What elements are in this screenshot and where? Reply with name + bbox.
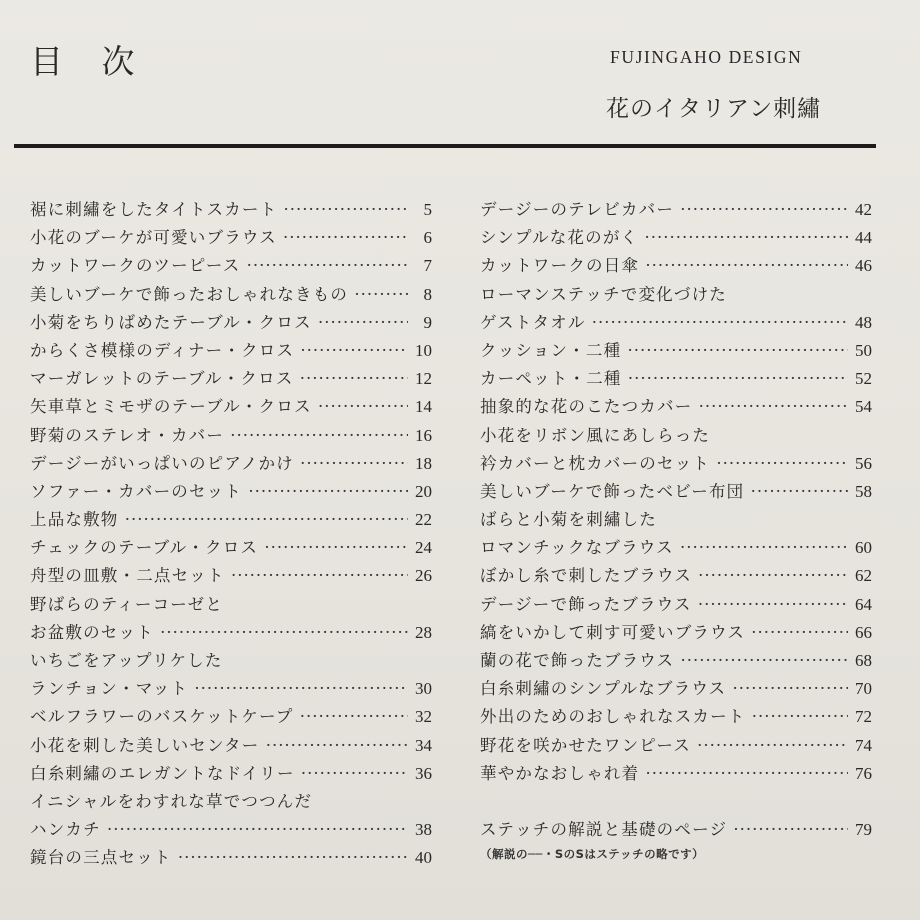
toc-entry-page: 24 [415,538,432,558]
toc-column-left [30,196,432,873]
toc-entry-title: 野花を咲かせたワンピース ····· [480,732,848,760]
toc-entry-title: カットワークのツーピース ····· [30,252,408,280]
toc-entry [30,365,432,393]
toc-entry-page: 16 [415,425,432,445]
toc-entry-page: 76 [855,763,872,783]
toc-entry-title: 縞をいかして刺す可愛いブラウス ····· [480,619,848,647]
toc-entry [30,816,432,844]
toc-entry-title: 裾に刺繡をしたタイトスカート ····· [30,196,408,224]
toc-entry-page: 9 [423,312,432,332]
toc-entry [30,281,432,309]
header-rule [14,144,876,148]
toc-entry [480,450,872,478]
toc-entry-title: イニシャルをわすれな草でつつんだ [30,791,313,811]
toc-entry-title: 野菊のステレオ・カバー ····· [30,422,408,450]
toc-entry-page: 54 [855,397,872,417]
toc-entry-page: 10 [415,340,432,360]
toc-entry [30,732,432,760]
toc-entry-title: ばらと小菊を刺繡した [480,510,657,530]
toc-entry-title: ゲストタオル ····· [480,309,848,337]
toc-entry-page: 44 [855,228,872,248]
toc-entry-title: 矢車草とミモザのテーブル・クロス ····· [30,393,408,421]
toc-entry-title: デージーがいっぱいのピアノかけ ····· [30,450,408,478]
toc-entry [30,562,432,590]
toc-entry-title: ベルフラワーのバスケットケープ ····· [30,703,408,731]
toc-entry-title: 小花のブーケが可愛いブラウス ····· [30,224,408,252]
toc-entry [30,450,432,478]
toc-entry-title: カットワークの日傘 ····· [480,252,848,280]
toc-entry-title: 美しいブーケで飾ったおしゃれなきもの ····· [30,281,408,309]
toc-entry-title: マーガレットのテーブル・クロス ····· [30,365,408,393]
toc-entry-title: ぼかし糸で刺したブラウス ····· [480,562,848,590]
toc-entry [30,422,432,450]
toc-entry [30,393,432,421]
toc-entry-page: 8 [423,284,432,304]
toc-entry-title: 野ばらのティーコーゼと [30,594,224,614]
toc-entry [30,196,432,224]
toc-entry-page: 48 [855,312,872,332]
toc-entry-page: 12 [415,369,432,389]
toc-entry-title: シンプルな花のがく ····· [480,224,848,252]
toc-entry-page: 22 [415,510,432,530]
toc-entry [480,703,872,731]
toc-entry [480,478,872,506]
toc-entry-title: デージーで飾ったブラウス ····· [480,591,848,619]
toc-entry-page: 70 [855,679,872,699]
toc-entry-title: 外出のためのおしゃれなスカート ····· [480,703,848,731]
toc-entry-page: 52 [855,369,872,389]
book-subtitle: 花のイタリアン刺繡 [606,96,822,122]
toc-entry-page: 30 [415,679,432,699]
toc-entry [480,422,872,450]
toc-entry-title: 上品な敷物 ····· [30,506,408,534]
toc-entry [30,788,432,816]
toc-entry-title: 小花を刺した美しいセンター ····· [30,732,408,760]
toc-entry-page: 20 [415,481,432,501]
toc-entry [480,196,872,224]
footnote: （解説の──・SのSはステッチの略です） [480,847,705,862]
toc-entry [30,647,432,675]
toc-entry-title: ロマンチックなブラウス ····· [480,534,848,562]
toc-entry-page: 72 [855,707,872,727]
toc-entry-page: 38 [415,820,432,840]
toc-entry [480,760,872,788]
toc-entry-title: からくさ模様のディナー・クロス ····· [30,337,408,365]
toc-entry [30,844,432,872]
toc-entry [30,506,432,534]
toc-entry [480,816,872,844]
toc-entry [30,760,432,788]
toc-entry-page: 56 [855,453,872,473]
toc-entry [480,309,872,337]
toc-entry [30,252,432,280]
toc-entry [480,281,872,309]
toc-entry [480,675,872,703]
toc-entry [480,365,872,393]
toc-entry-title: ステッチの解説と基礎のページ ····· [480,816,848,844]
toc-entry-page: 60 [855,538,872,558]
toc-entry-page: 62 [855,566,872,586]
toc-entry-title: デージーのテレビカバー ····· [480,196,848,224]
toc-entry-title: 小菊をちりばめたテーブル・クロス ····· [30,309,408,337]
toc-entry-page: 40 [415,848,432,868]
toc-entry-page: 18 [415,453,432,473]
toc-entry-page: 5 [423,200,432,219]
toc-entry-title: いちごをアップリケした [30,651,223,670]
toc-entry-page: 64 [855,594,872,614]
toc-entry [30,675,432,703]
toc-entry-page: 50 [855,340,872,360]
toc-entry-title: 舟型の皿敷・二点セット ····· [30,562,408,590]
toc-entry-page: 79 [855,819,872,839]
toc-entry-title: 抽象的な花のこたつカバー ····· [480,393,848,421]
toc-entry-page: 26 [415,566,432,586]
brand-name: FUJINGAHO DESIGN [610,47,803,67]
toc-entry [30,591,432,619]
toc-entry [480,647,872,675]
toc-entry-title: 蘭の花で飾ったブラウス ····· [480,647,848,675]
toc-entry-title: 白糸刺繡のシンプルなブラウス ····· [480,675,848,703]
toc-entry-page: 6 [423,228,432,248]
toc-entry-page: 36 [415,763,432,783]
toc-entry [480,224,872,252]
toc-entry-page: 32 [415,707,432,727]
toc-entry-page: 34 [415,735,432,755]
toc-entry-page: 74 [855,735,872,755]
toc-entry-page: 28 [415,622,432,642]
toc-entry-page: 14 [415,397,432,417]
toc-entry [480,534,872,562]
toc-entry [30,534,432,562]
toc-entry [30,224,432,252]
toc-entry [30,478,432,506]
toc-entry [480,393,872,421]
toc-column-right [480,196,872,864]
toc-entry-title: 華やかなおしゃれ着 ····· [480,760,848,788]
toc-entry-title: ソファー・カバーのセット ····· [30,478,408,506]
toc-entry-title: 小花をリボン風にあしらった [480,425,711,445]
toc-entry-page: 42 [855,200,872,219]
toc-entry-title: お盆敷のセット ····· [30,619,408,647]
toc-entry-page: 68 [855,651,872,670]
toc-entry-title: チェックのテーブル・クロス ····· [30,534,408,562]
toc-entry-page: 66 [855,622,872,642]
toc-entry-page: 58 [855,481,872,501]
toc-entry [480,591,872,619]
toc-entry-title: 鏡台の三点セット ····· [30,844,408,872]
toc-entry-title: 美しいブーケで飾ったベビー布団 ····· [480,478,848,506]
toc-entry [30,337,432,365]
toc-entry-page: 7 [423,256,432,276]
toc-entry-title: ローマンステッチで変化づけた [480,284,727,304]
toc-entry [480,562,872,590]
footer-spacer [480,788,872,816]
toc-entry-title: カーペット・二種 ····· [480,365,848,393]
toc-entry-title: ハンカチ ····· [30,816,408,844]
toc-entry-title: 衿カバーと枕カバーのセット ····· [480,450,848,478]
toc-entry [480,619,872,647]
toc-entry [480,252,872,280]
toc-entry [480,732,872,760]
page-title: 目 次 [30,42,149,81]
toc-entry [30,309,432,337]
toc-entry-title: クッション・二種 ····· [480,337,848,365]
toc-entry [30,703,432,731]
toc-entry-title: ランチョン・マット ····· [30,675,408,703]
toc-entry-page: 46 [855,256,872,276]
toc-entry [30,619,432,647]
toc-entry [480,506,872,534]
toc-entry [480,337,872,365]
toc-entry-title: 白糸刺繡のエレガントなドイリー ····· [30,760,408,788]
